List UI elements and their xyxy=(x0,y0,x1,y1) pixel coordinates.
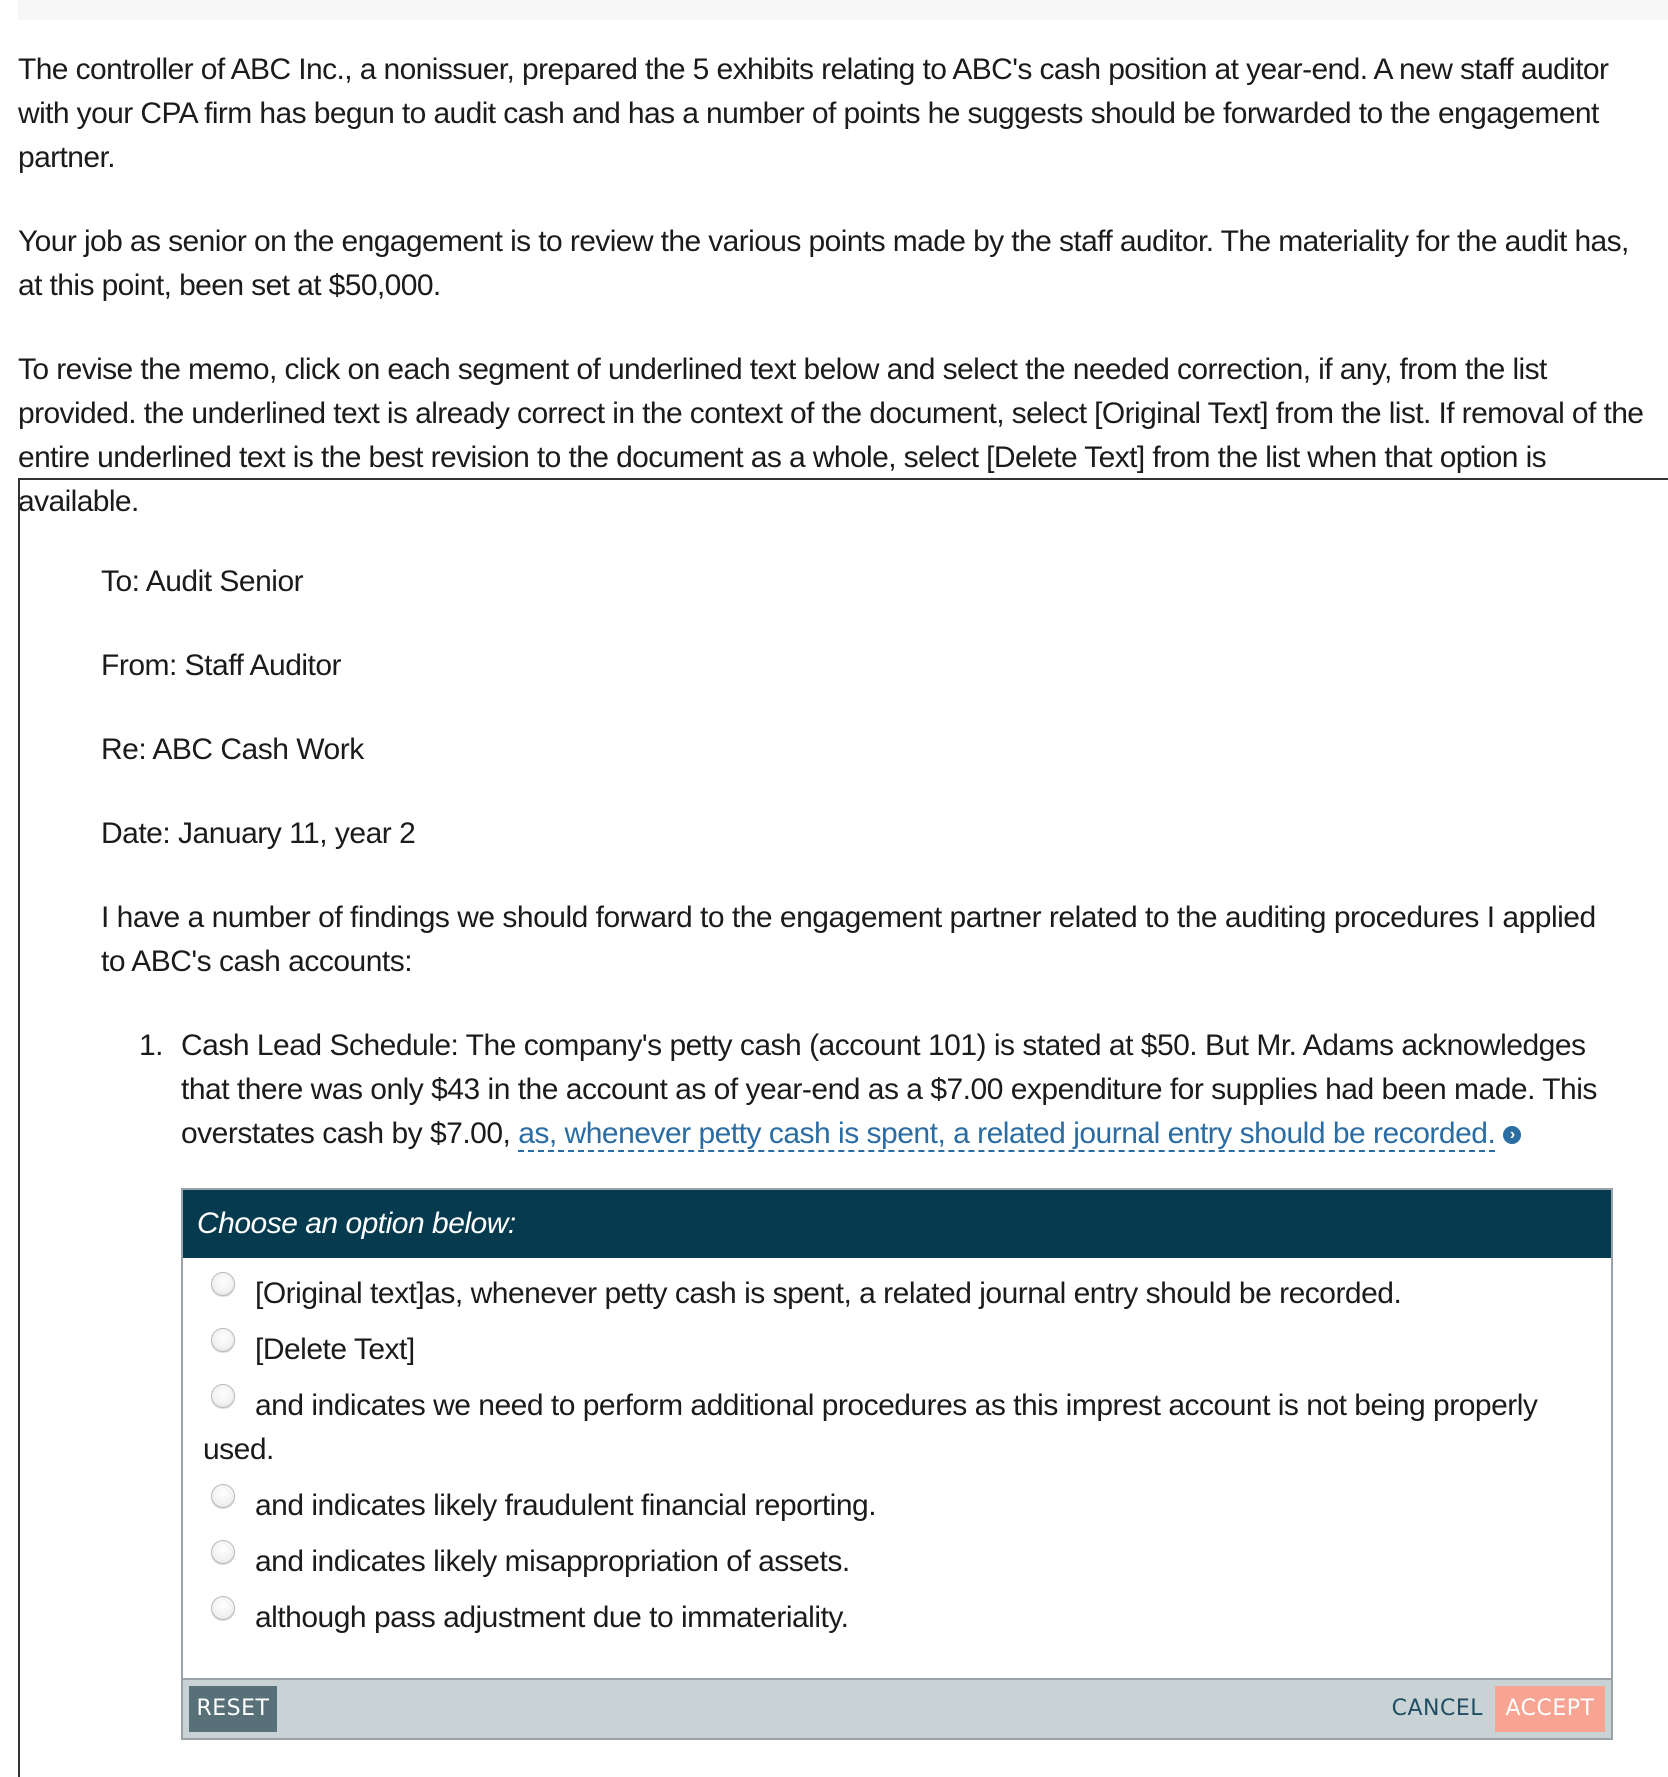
memo-from: From: Staff Auditor xyxy=(101,649,342,682)
finding-item xyxy=(101,1024,1611,1156)
option-label: and indicates we need to perform additional procedures as this imprest account is not being properly used. xyxy=(203,1389,1538,1466)
option-label: although pass adjustment due to immateriality. xyxy=(255,1601,849,1634)
panel-footer xyxy=(183,1678,1611,1738)
instructions-paragraph-3: To revise the memo, click on each segment of underlined text below and select the needed correction, if any, from the list provided. the underlined text is already correct in the context of the document, select [Original Text] from the list. If removal of the entire underlined text is the best revision to the document as a whole, select [Delete Text] from the list when that option is available. xyxy=(18,353,1644,518)
chevron-right-icon[interactable]: › xyxy=(1503,1126,1521,1144)
memo-date: Date: January 11, year 2 xyxy=(101,817,416,850)
option-label: and indicates likely fraudulent financial reporting. xyxy=(255,1489,877,1522)
memo xyxy=(101,560,1621,1156)
option-panel xyxy=(181,1188,1613,1740)
memo-re: Re: ABC Cash Work xyxy=(101,733,364,766)
cancel-button[interactable]: CANCEL xyxy=(1391,1696,1483,1721)
top-strip xyxy=(18,0,1668,20)
reset-button[interactable]: RESET xyxy=(189,1686,277,1732)
radio-button[interactable] xyxy=(211,1596,235,1620)
finding-number: 1. xyxy=(139,1029,164,1062)
radio-button[interactable] xyxy=(211,1540,235,1564)
instructions-paragraph-1: The controller of ABC Inc., a nonissuer, prepared the 5 exhibits relating to ABC's cash position at year-end. A new staff auditor with your CPA firm has begun to audit cash and has a number of points he suggests should be forwarded to the engagement partner. xyxy=(18,53,1609,174)
panel-header: Choose an option below: xyxy=(183,1190,1611,1258)
option-original-text[interactable] xyxy=(203,1272,1611,1316)
radio-button[interactable] xyxy=(211,1328,235,1352)
accept-button[interactable]: ACCEPT xyxy=(1495,1686,1605,1732)
option-label: and indicates likely misappropriation of assets. xyxy=(255,1545,850,1578)
finding-text: Cash Lead Schedule: The company's petty cash (account 101) is stated at $50. But Mr. Adams acknowledges that there was only $43 in the account as of year-end as a $7.00 expenditure for supplies had been made. This overstates cash by $7.00, xyxy=(181,1029,1597,1150)
option-pass-adjustment[interactable] xyxy=(203,1596,1611,1640)
radio-button[interactable] xyxy=(211,1484,235,1508)
memo-to: To: Audit Senior xyxy=(101,565,304,598)
radio-button[interactable] xyxy=(211,1384,235,1408)
option-misappropriation[interactable] xyxy=(203,1540,1611,1584)
option-additional-procedures[interactable] xyxy=(203,1384,1611,1472)
option-delete-text[interactable] xyxy=(203,1328,1611,1372)
underlined-segment[interactable]: as, whenever petty cash is spent, a related journal entry should be recorded. xyxy=(518,1117,1496,1150)
option-fraudulent-reporting[interactable] xyxy=(203,1484,1611,1528)
options-list xyxy=(183,1258,1611,1640)
memo-intro: I have a number of findings we should forward to the engagement partner related to the auditing procedures I applied to ABC's cash accounts: xyxy=(101,901,1596,978)
option-label: [Original text]as, whenever petty cash is spent, a related journal entry should be recorded. xyxy=(255,1277,1402,1310)
radio-button[interactable] xyxy=(211,1272,235,1296)
option-label: [Delete Text] xyxy=(255,1333,415,1366)
instructions-paragraph-2: Your job as senior on the engagement is to review the various points made by the staff auditor. The materiality for the audit has, at this point, been set at $50,000. xyxy=(18,225,1629,302)
